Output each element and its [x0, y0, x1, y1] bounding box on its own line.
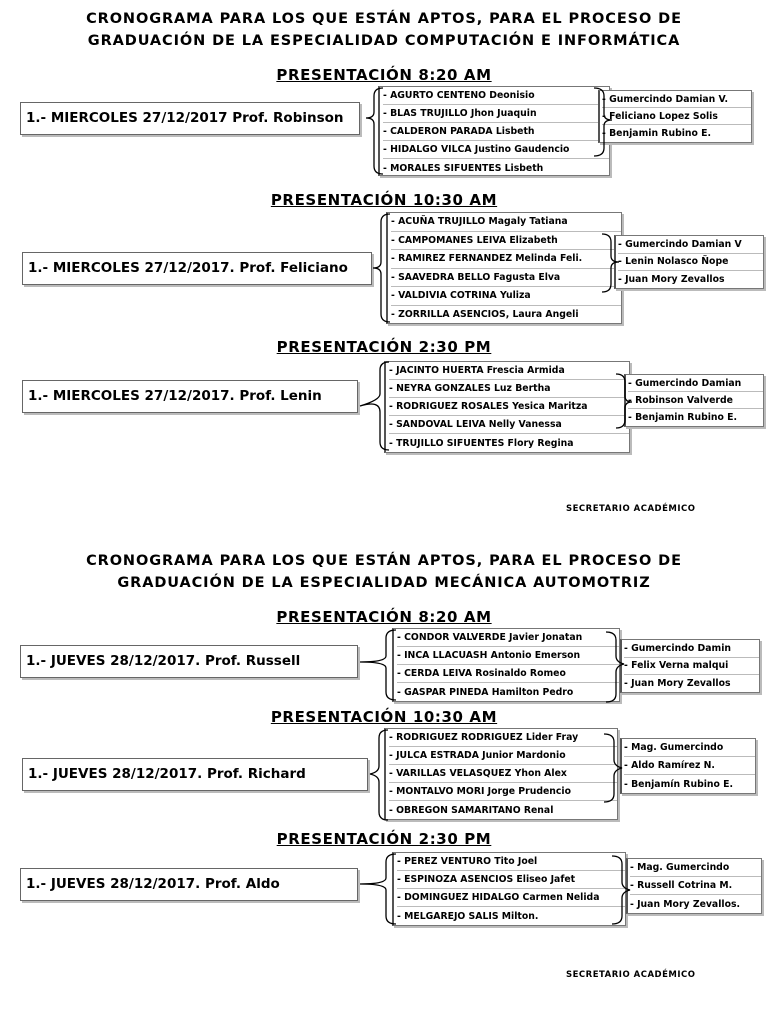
student-item: - OBREGON SAMARITANO Renal — [389, 804, 554, 816]
session-box: 1.- MIERCOLES 27/12/2017. Prof. Lenin — [22, 380, 358, 413]
jury-item: - Juan Mory Zevallos. — [630, 898, 741, 910]
jury-item: - Benjamin Rubino E. — [602, 128, 712, 139]
jury-item: - Gumercindo Damian — [628, 375, 763, 392]
student-item: - SAAVEDRA BELLO Fagusta Elva — [391, 269, 621, 288]
student-item: - GASPAR PINEDA Hamilton Pedro — [397, 686, 574, 698]
student-item: - CERDA LEIVA Rosinaldo Romeo — [397, 665, 619, 683]
jury-list — [620, 738, 756, 794]
student-item: - MORALES SIFUENTES Lisbeth — [383, 162, 544, 174]
jury-item: - Benjamín Rubino E. — [624, 778, 734, 790]
presentation-heading: PRESENTACIÓN 8:20 AM — [276, 608, 492, 626]
jury-item: - Juan Mory Zevallos — [624, 678, 731, 690]
jury-item: - Mag. Gumercindo — [624, 739, 755, 757]
jury-item: - Gumercindo Damin — [624, 640, 759, 658]
session-box: 1.- JUEVES 28/12/2017. Prof. Richard — [22, 758, 368, 791]
student-item: - ZORRILLA ASENCIOS, Laura Angeli — [391, 309, 579, 321]
student-item: - DOMINGUEZ HIDALGO Carmen Nelida — [397, 889, 625, 907]
student-item: - MELGAREJO SALIS Milton. — [397, 910, 539, 922]
presentation-heading: PRESENTACIÓN 2:30 PM — [276, 830, 492, 848]
student-list — [378, 86, 610, 176]
student-item: - VALDIVIA COTRINA Yuliza — [391, 287, 621, 306]
session-box: 1.- MIERCOLES 27/12/2017. Prof. Feliciano — [22, 252, 372, 285]
student-item: - JACINTO HUERTA Frescia Armida — [389, 362, 629, 380]
jury-list — [624, 374, 764, 427]
session-box: 1.- JUEVES 28/12/2017. Prof. Russell — [20, 645, 358, 678]
title-line: CRONOGRAMA PARA LOS QUE ESTÁN APTOS, PARA EL PROCESO DE — [86, 11, 682, 27]
presentation-heading: PRESENTACIÓN 10:30 AM — [270, 191, 498, 209]
jury-item: - Benjamin Rubino E. — [628, 412, 738, 423]
student-item: - AGURTO CENTENO Deonisio — [383, 87, 609, 105]
signature-label: SECRETARIO ACADÉMICO — [566, 970, 696, 980]
jury-item: - Robinson Valverde — [628, 392, 763, 409]
brace-icon — [360, 854, 396, 924]
student-item: - RODRIGUEZ ROSALES Yesica Maritza — [389, 398, 629, 416]
student-item: - JULCA ESTRADA Junior Mardonio — [389, 747, 617, 765]
jury-item: - Felix Verna malqui — [624, 658, 759, 676]
student-item: - RODRIGUEZ RODRIGUEZ Lider Fray — [389, 729, 617, 747]
section-title-mecanica — [0, 550, 768, 594]
presentation-heading: PRESENTACIÓN 2:30 PM — [276, 338, 492, 356]
session-box: 1.- MIERCOLES 27/12/2017 Prof. Robinson — [20, 102, 360, 135]
session-box: 1.- JUEVES 28/12/2017. Prof. Aldo — [20, 868, 358, 901]
student-item: - ACUÑA TRUJILLO Magaly Tatiana — [391, 213, 621, 232]
presentation-heading: PRESENTACIÓN 10:30 AM — [270, 708, 498, 726]
section-title-computacion — [0, 8, 768, 52]
jury-item: - Mag. Gumercindo — [630, 859, 761, 877]
student-item: - SANDOVAL LEIVA Nelly Vanessa — [389, 416, 629, 434]
student-item: - CONDOR VALVERDE Javier Jonatan — [397, 629, 619, 647]
student-item: - MONTALVO MORI Jorge Prudencio — [389, 783, 617, 801]
student-list — [384, 728, 618, 820]
title-line: GRADUACIÓN DE LA ESPECIALIDAD COMPUTACIÓN E INFORMÁTICA — [87, 33, 681, 49]
title-line: CRONOGRAMA PARA LOS QUE ESTÁN APTOS, PARA EL PROCESO DE — [86, 553, 682, 569]
student-item: - HIDALGO VILCA Justino Gaudencio — [383, 141, 609, 159]
jury-item: - Feliciano Lopez Solis — [602, 108, 751, 125]
student-item: - RAMIREZ FERNANDEZ Melinda Feli. — [391, 250, 621, 269]
jury-item: - Russell Cotrina M. — [630, 877, 761, 895]
student-item: - INCA LLACUASH Antonio Emerson — [397, 647, 619, 665]
student-item: - TRUJILLO SIFUENTES Flory Regina — [389, 437, 574, 449]
jury-list — [626, 858, 762, 914]
student-item: - PEREZ VENTURO Tito Joel — [397, 853, 625, 871]
presentation-heading: PRESENTACIÓN 8:20 AM — [276, 66, 492, 84]
jury-item: - Lenin Nolasco Ñope — [618, 254, 763, 272]
student-item: - BLAS TRUJILLO Jhon Juaquin — [383, 105, 609, 123]
student-list — [386, 212, 622, 324]
student-item: - VARILLAS VELASQUEZ Yhon Alex — [389, 765, 617, 783]
student-item: - NEYRA GONZALES Luz Bertha — [389, 380, 629, 398]
student-item: - ESPINOZA ASENCIOS Eliseo Jafet — [397, 871, 625, 889]
jury-item: - Gumercindo Damian V — [618, 236, 763, 254]
brace-icon — [360, 630, 396, 700]
jury-item: - Aldo Ramírez N. — [624, 757, 755, 775]
jury-list — [598, 90, 752, 143]
signature-label: SECRETARIO ACADÉMICO — [566, 504, 696, 514]
student-list — [392, 852, 626, 926]
jury-item: - Juan Mory Zevallos — [618, 274, 725, 286]
jury-item: - Gumercindo Damian V. — [602, 91, 751, 108]
jury-list — [614, 235, 764, 289]
student-item: - CAMPOMANES LEIVA Elizabeth — [391, 232, 621, 251]
student-item: - CALDERON PARADA Lisbeth — [383, 123, 609, 141]
title-line: GRADUACIÓN DE LA ESPECIALIDAD MECÁNICA AUTOMOTRIZ — [117, 575, 651, 591]
jury-list — [620, 639, 760, 693]
student-list — [384, 361, 630, 453]
student-list — [392, 628, 620, 702]
